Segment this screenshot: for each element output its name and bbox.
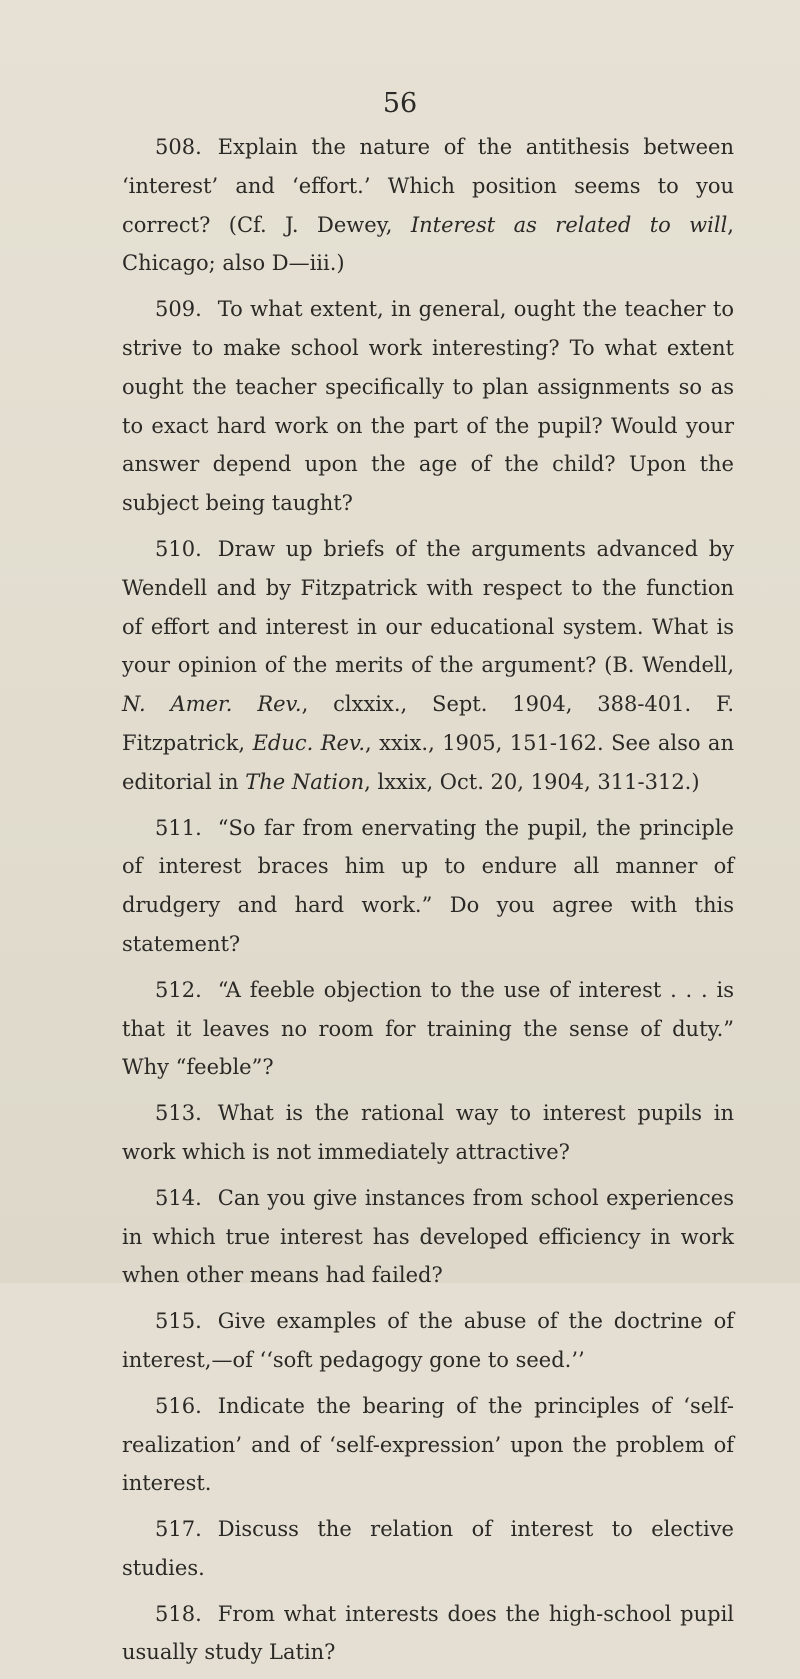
question-item: [122, 1094, 734, 1172]
citation-title: N. Amer. Rev.: [122, 692, 302, 717]
question-number: 511.: [155, 815, 202, 840]
question-number: 518.: [155, 1601, 202, 1626]
citation-title: The Nation: [245, 769, 365, 794]
question-text: , Chicago; also D—iii.): [122, 212, 734, 276]
question-number: 508.: [155, 135, 202, 159]
question-text: , xxix., 1905, 151-162. See also an editorial in: [122, 730, 734, 794]
question-number: 512.: [155, 977, 202, 1002]
question-number: 517.: [155, 1517, 202, 1542]
question-number: 509.: [155, 297, 202, 322]
question-item: [122, 1387, 734, 1503]
question-text: From what interests does the high-school pupil usually study Latin?: [122, 1601, 734, 1665]
question-number: 513.: [155, 1101, 202, 1126]
page-number: 56: [382, 88, 418, 119]
question-text: Discuss the relation of interest to elective studies.: [122, 1517, 734, 1580]
citation-title: Interest as related to will: [410, 212, 728, 237]
question-item: [122, 1302, 734, 1380]
question-item: [122, 1510, 734, 1588]
question-text: , lxxix, Oct. 20, 1904, 311-312.): [364, 769, 700, 794]
question-text: Can you give instances from school experiences in which true interest has developed efficiency in work when other means had failed?: [122, 1185, 734, 1288]
question-text: What is the rational way to interest pupils in work which is not immediately attractive?: [122, 1101, 734, 1164]
question-item: [122, 530, 734, 802]
question-text: Give examples of the abuse of the doctrine of interest,—of ‘‘soft pedagogy gone to seed.’’: [122, 1309, 734, 1372]
question-text: Indicate the bearing of the principles of ‘self-realization’ and of ‘self-expression’ upon the problem of interest.: [122, 1393, 734, 1496]
question-text: “A feeble objection to the use of interest . . . is that it leaves no room for training the sense of duty.” Why “feeble”?: [122, 977, 734, 1080]
question-item: [122, 809, 734, 964]
question-text: To what extent, in general, ought the teacher to strive to make school work interesting? To what extent ought the teacher specifically to plan assignments so as to exact hard work on the part of the pupil? Would your answer depend upon the age of the child? Upon the subject being taught?: [122, 297, 734, 516]
question-number: 515.: [155, 1309, 202, 1334]
question-number: 510.: [155, 536, 202, 561]
question-number: 516.: [155, 1393, 202, 1418]
question-text: “So far from enervating the pupil, the principle of interest braces him up to endure all manner of drudgery and hard work.” Do you agree with this statement?: [122, 815, 734, 956]
question-list: [122, 128, 734, 1679]
question-text: Explain the nature of the antithesis between ‘interest’ and ‘effort.’ Which position seems to you correct? (Cf. J. Dewey,: [122, 135, 734, 237]
question-item: [122, 971, 734, 1087]
question-item: [122, 1595, 734, 1673]
question-text: Draw up briefs of the arguments advanced by Wendell and by Fitzpatrick with respect to the function of effort and interest in our educational system. What is your opinion of the merits of the argument? (B. Wendell,: [122, 536, 734, 678]
question-item: [122, 1179, 734, 1295]
citation-title: Educ. Rev.: [252, 730, 366, 755]
question-item: [122, 290, 734, 523]
question-text: , clxxix., Sept. 1904, 388-401. F. Fitzpatrick,: [122, 692, 734, 755]
question-number: 514.: [155, 1185, 202, 1210]
question-item: [122, 128, 734, 283]
